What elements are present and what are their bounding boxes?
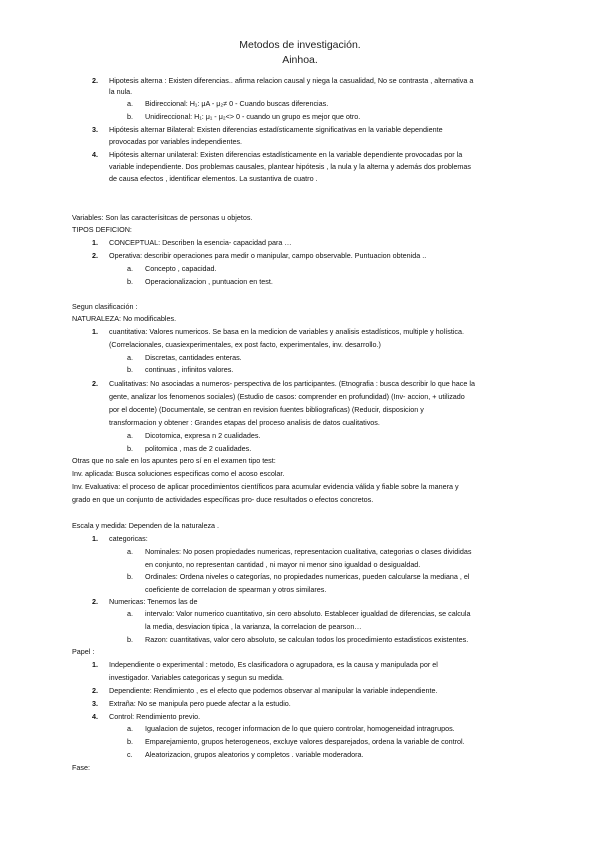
list-item-text: Concepto , capacidad. <box>145 264 217 273</box>
list-number: 1. <box>92 327 98 336</box>
list-item-text: Cualitativas: No asociadas a numeros- perspectiva de los participantes. (Etnografia : busca describir lo que hace la <box>109 379 475 388</box>
list-item-text: Unidireccional: H₁: μ₁ - μ₂<> 0 - cuando un grupo es mejor que otro. <box>145 112 361 121</box>
list-item-text: coeficiente de correlacion de spearman y otros similares. <box>145 585 327 594</box>
list-letter: b. <box>127 635 133 644</box>
list-number: 3. <box>92 699 98 708</box>
list-letter: b. <box>127 444 133 453</box>
list-item-text: Numericas: Tenemos las de <box>109 597 198 606</box>
applied-research: Inv. aplicada: Busca soluciones especificas como el acoso escolar. <box>72 469 285 478</box>
list-item-text: de causa efectos , identificar elementos. La sustantiva de cuatro . <box>109 174 318 183</box>
list-item-text: Aleatorizacion, grupos aleatorios y completos . variable moderadora. <box>145 750 364 759</box>
list-number: 1. <box>92 238 98 247</box>
other-types-note: Otras que no sale en los apuntes pero sí en el examen tipo test: <box>72 456 276 465</box>
list-item-text: Extraña: No se manipula pero puede afectar a la estudio. <box>109 699 291 708</box>
document-title: Metodos de investigación. <box>239 39 361 51</box>
list-letter: a. <box>127 264 133 273</box>
list-item-text: Control: Rendimiento previo. <box>109 712 201 721</box>
list-number: 1. <box>92 660 98 669</box>
list-item-text: Hipótesis alternar unilateral: Existen diferencias estadísticamente en la variable dependiente provocadas por la <box>109 150 463 159</box>
list-number: 3. <box>92 125 98 134</box>
list-number: 2. <box>92 251 98 260</box>
classification-heading: Segun clasificación : <box>72 302 138 311</box>
list-letter: a. <box>127 99 133 108</box>
document-author: Ainhoa. <box>282 54 318 66</box>
variables-intro: Variables: Son las caracterísitcas de personas u objetos. <box>72 213 253 222</box>
list-letter: a. <box>127 353 133 362</box>
list-letter: b. <box>127 737 133 746</box>
list-item-text: Razon: cuantitativas, valor cero absoluto, se calculan todos los procedimiento estadisticos existentes. <box>145 635 469 644</box>
list-letter: c. <box>127 750 133 759</box>
list-number: 2. <box>92 686 98 695</box>
nature-heading: NATURALEZA: No modificables. <box>72 314 177 323</box>
list-number: 4. <box>92 150 98 159</box>
list-letter: a. <box>127 724 133 733</box>
list-letter: a. <box>127 547 133 556</box>
list-item-text: intervalo: Valor numerico cuantitativo, sin cero absoluto. Establecer igualdad de diferencias, se calcula <box>145 609 471 618</box>
list-number: 2. <box>92 597 98 606</box>
list-number: 1. <box>92 534 98 543</box>
list-letter: a. <box>127 431 133 440</box>
list-item-text: gente, analizar los fenomenos sociales) (Estudio de casos: comprender en profundidad) (Inv- accion, + utilizado <box>109 392 465 401</box>
list-item-text: investigador. Variables categoricas y segun su medida. <box>109 673 284 682</box>
list-item-text: Hipótesis alternar Bilateral: Existen diferencias estadísticamente significativas en la variable dependiente <box>109 125 443 134</box>
role-heading: Papel : <box>72 647 95 656</box>
list-item-text: Ordinales: Ordena niveles o categorías, no propiedades numericas, pueden calcularse la mediana , el <box>145 572 470 581</box>
list-item-text: en conjunto, no representan cantidad , ni mayor ni menor sino igualdad o desigualdad. <box>145 560 421 569</box>
list-letter: b. <box>127 277 133 286</box>
list-item-text: la media, desviacion tipica , la varianza, la correlacion de pearson… <box>145 622 362 631</box>
list-item-text: Bidireccional: H₁: μA - μ₂≠ 0 - Cuando buscas diferencias. <box>145 99 329 108</box>
list-item-text: politomica , mas de 2 cualidades. <box>145 444 252 453</box>
list-item-text: Discretas, cantidades enteras. <box>145 353 242 362</box>
list-item-text: transformacion y obtener : Grandes etapas del proceso analisis de datos cualitativos. <box>109 418 380 427</box>
list-item-text: provocadas por variables independientes. <box>109 137 243 146</box>
list-item-text: la nula. <box>109 87 133 96</box>
list-item-text: cuantitativa: Valores numericos. Se basa en la medicion de variables y analisis estadísticos, multiple y holística. <box>109 327 465 336</box>
list-letter: b. <box>127 112 133 121</box>
evaluative-research: Inv. Evaluativa: el proceso de aplicar procedimientos científicos para acumular evidencia válida y fiable sobre la manera y <box>72 482 459 491</box>
list-item-text: Operativa: describir operaciones para medir o manipular, campo observable. Puntuacion obtenida .. <box>109 251 427 260</box>
evaluative-research: grado en que un conjunto de actividades específicas pro- duce resultados o efectos concretos. <box>72 495 374 504</box>
list-item-text: Dependiente: Rendimiento , es el efecto que podemos observar al manipular la variable independiente. <box>109 686 438 695</box>
list-letter: b. <box>127 365 133 374</box>
list-item-text: Nominales: No posen propiedades numericas, representacion cualitativa, categorias o clases divididas <box>145 547 472 556</box>
list-letter: b. <box>127 572 133 581</box>
list-item-text: continuas , infinitos valores. <box>145 365 234 374</box>
scale-heading: Escala y medida: Dependen de la naturaleza . <box>72 521 220 530</box>
list-number: 2. <box>92 76 98 85</box>
list-item-text: categoricas: <box>109 534 148 543</box>
list-item-text: Dicotomica, expresa n 2 cualidades. <box>145 431 261 440</box>
list-item-text: Emparejamiento, grupos heterogeneos, excluye valores desparejados, ordena la variable de control. <box>145 737 465 746</box>
list-item-text: variable independiente. Dos problemas causales, plantear hipótesis , la nula y la alterna y además dos problemas <box>109 162 471 171</box>
phase-heading: Fase: <box>72 763 90 772</box>
types-heading: TIPOS DEFICION: <box>72 225 132 234</box>
list-number: 2. <box>92 379 98 388</box>
list-item-text: Hipotesis alterna : Existen diferencias.. afirma relacion causal y niega la casualidad, No se contrasta , alternativa a <box>109 76 474 85</box>
list-item-text: Operacionalizacion , puntuacion en test. <box>145 277 273 286</box>
list-item-text: CONCEPTUAL: Describen la esencia- capacidad para … <box>109 238 292 247</box>
list-item-text: Igualacion de sujetos, recoger informacion de lo que quiero controlar, homogeneidad intragrupos. <box>145 724 455 733</box>
list-item-text: Independiente o experimental : metodo, Es clasificadora o agrupadora, es la causa y manipulada por el <box>109 660 438 669</box>
list-item-text: (Correlacionales, cuasiexperimentales, ex post facto, experimentales, inv. desarrollo.) <box>109 340 381 349</box>
list-letter: a. <box>127 609 133 618</box>
list-number: 4. <box>92 712 98 721</box>
list-item-text: por el docente) (Documentale, se centran en revision fuentes bibliograficas) (Reducir, disposicion y <box>109 405 424 414</box>
